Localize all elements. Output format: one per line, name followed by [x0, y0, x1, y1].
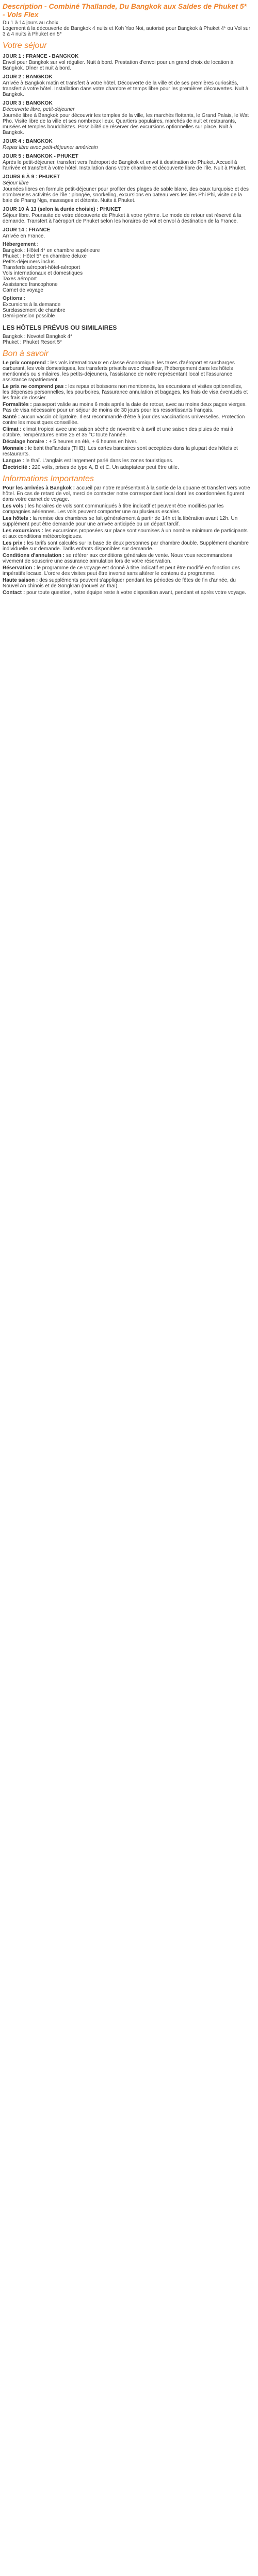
good-to-know-item-text: + 5 heures en été, + 6 heures en hiver.	[49, 439, 138, 445]
include-item: Taxes aéroport	[3, 276, 37, 282]
good-to-know-item	[3, 402, 250, 413]
good-to-know-item-text: 220 volts, prises de type A, B et C. Un adaptateur peut être utile.	[31, 465, 179, 470]
hotel-item: Bangkok : Novotel Bangkok 4*	[3, 334, 73, 340]
good-to-know-item-label: Santé :	[3, 414, 22, 420]
include-item: Carnet de voyage	[3, 287, 43, 293]
good-to-know-item	[3, 360, 250, 383]
day-title: JOUR 3 : BANGKOK	[3, 100, 53, 106]
important-item	[3, 540, 250, 552]
important-item-text: des suppléments peuvent s'appliquer pendant les périodes de fêtes de fin d'année, du Nouvel An chinois et de Songkran (nouvel an thaï).	[3, 578, 236, 589]
day-text: Journées libres en formule petit-déjeuner pour profiter des plages de sable blanc, des eaux turquoise et des nombreuses activités de l'île : plongée, snorkeling, excursions en bateau vers les îles Phi Phi, visite de la baie de Phang Nga, massages et détente. Nuits à Phuket.	[3, 187, 249, 204]
important-item-label: Contact :	[3, 590, 27, 596]
option-item: Demi-pension possible	[3, 313, 55, 319]
page	[0, 0, 253, 601]
good-to-know-heading: Bon à savoir	[3, 349, 49, 358]
day-title: JOUR 5 : BANGKOK - PHUKET	[3, 154, 78, 159]
important-item-label: Les excursions :	[3, 528, 45, 534]
good-to-know-item-text: les vols internationaux en classe économique, les taxes d'aéroport et surcharges carburant, les vols domestiques, les transferts privatifs avec chauffeur, l'hébergement dans les hôtels mentionnés ou similaires, les petits-déjeuners, l'assistance de notre représentant local et l'assurance assistance rapatriement.	[3, 360, 235, 383]
important-item	[3, 516, 250, 527]
dates-line: Logement à la découverte de Bangkok 4 nuits et Koh Yao Noi, autorisé pour Bangkok à Phuket 4* ou Vol sur 3 à 4 nuits à Phuket en 5*	[3, 26, 250, 37]
important-item-text: se référer aux conditions générales de vente. Nous vous recommandons vivement de souscrire une assurance annulation lors de votre réservation.	[3, 553, 232, 564]
good-to-know-item-label: Climat :	[3, 427, 23, 432]
day-text: Arrivée à Bangkok matin et transfert à votre hôtel. Découverte de la ville et de ses premières curiosités, transfert à votre hôtel. Installation dans votre chambre et temps libre pour les premières découvertes. Nuit à Bangkok.	[3, 80, 249, 97]
important-list	[3, 485, 250, 596]
options-list	[3, 302, 250, 319]
good-to-know-item-label: Le prix comprend :	[3, 360, 51, 366]
important-item-label: Les prix :	[3, 540, 27, 546]
hotel-item: Phuket : Phuket Resort 5*	[3, 340, 62, 345]
day-subtitle: Séjour libre	[3, 180, 29, 186]
important-item-text: le programme de ce voyage est donné à titre indicatif et peut être modifié en fonction des impératifs locaux. L'ordre des visites peut être inversé sans altérer le contenu du programme.	[3, 565, 240, 577]
day-title: JOUR 10 À 13 (selon la durée choisie) : PHUKET	[3, 207, 121, 212]
option-item: Excursions à la demande	[3, 302, 61, 308]
good-to-know-item-text: aucun vaccin obligatoire. Il est recommandé d'être à jour des vaccinations universelles. Protection contre les moustiques conseillée.	[3, 414, 245, 426]
day-title: JOUR 14 : FRANCE	[3, 227, 51, 233]
good-to-know-item-label: Électricité :	[3, 465, 32, 470]
hotels-label: Hébergement :	[3, 242, 39, 247]
important-heading: Informations Importantes	[3, 474, 94, 483]
important-item	[3, 578, 250, 589]
good-to-know-item	[3, 439, 250, 445]
day-subtitle: Repas libre avec petit-déjeuner américain	[3, 145, 98, 150]
good-to-know-item-text: les repas et boissons non mentionnés, les excursions et visites optionnelles, les dépenses personnelles, les pourboires, l'assurance annulation et bagages, les frais de visa éventuels et les frais de dossier.	[3, 384, 248, 401]
good-to-know-item	[3, 427, 250, 438]
hotels-heading: LES HÔTELS PRÉVUS OU SIMILAIRES	[3, 324, 117, 331]
important-item	[3, 503, 250, 515]
important-item	[3, 565, 250, 577]
important-item-text: la remise des chambres se fait généralement à partir de 14h et la libération avant 12h. Un supplément peut être demandé pour une arrivée anticipée ou un départ tardif.	[3, 516, 238, 527]
good-to-know-item-label: Décalage horaire :	[3, 439, 49, 445]
good-to-know-item-text: le baht thaïlandais (THB). Les cartes bancaires sont acceptées dans la plupart des hôtels et restaurants.	[3, 446, 238, 457]
good-to-know-list	[3, 360, 250, 470]
good-to-know-item-label: Monnaie :	[3, 446, 28, 451]
important-item-label: Conditions d'annulation :	[3, 553, 66, 558]
include-item: Vols internationaux et domestiques	[3, 270, 83, 276]
good-to-know-item	[3, 465, 250, 470]
day-text: Envol pour Bangkok sur vol régulier. Nuit à bord. Prestation d'envoi pour un grand choix de location à Bangkok. Dîner et nuit à bord.	[3, 60, 234, 71]
good-to-know-item	[3, 446, 250, 457]
day-title: JOUR 4 : BANGKOK	[3, 139, 53, 144]
day-subtitle: Découverte libre, petit-déjeuner	[3, 107, 75, 112]
include-item: Petits-déjeuners inclus	[3, 259, 55, 265]
important-item-text: les tarifs sont calculés sur la base de deux personnes par chambre double. Supplément chambre individuelle sur demande. Tarifs enfants disponibles sur demande.	[3, 540, 249, 552]
day-title: JOUR 1 : FRANCE - BANGKOK	[3, 54, 79, 59]
include-item: Assistance francophone	[3, 282, 58, 287]
important-item-text: les excursions proposées sur place sont soumises à un nombre minimum de participants et aux conditions météorologiques.	[3, 528, 248, 539]
includes-list	[3, 248, 250, 293]
important-item	[3, 528, 250, 539]
important-item-label: Les hôtels :	[3, 516, 33, 521]
good-to-know-item-label: Langue :	[3, 458, 26, 464]
program-heading: Votre séjour	[3, 41, 47, 50]
good-to-know-item	[3, 384, 250, 401]
important-item-label: Pour les arrivées à Bangkok :	[3, 485, 76, 491]
day-text: Séjour libre. Poursuite de votre découverte de Phuket à votre rythme. Le mode de retour est réservé à la demande. Transfert à l'aéroport de Phuket selon les horaires de vol et envol à destination de la France.	[3, 213, 241, 224]
important-item-text: pour toute question, notre équipe reste à votre disposition avant, pendant et après votre voyage.	[26, 590, 246, 596]
good-to-know-item-label: Formalités :	[3, 402, 34, 408]
include-item: Transferts aéroport-hôtel-aéroport	[3, 265, 80, 270]
good-to-know-item-label: Le prix ne comprend pas :	[3, 384, 69, 389]
hotels-list	[3, 334, 250, 345]
day-text: Journée libre à Bangkok pour découvrir les temples de la ville, les marchés flottants, le Grand Palais, le Wat Pho. Visite libre de la ville et ses nombreux lieux. Quartiers populaires, marchés de nuit et restaurants, musées et temples bouddhistes. Possibilité de réserver des excursions optionnelles sur place. Nuit à Bangkok.	[3, 113, 249, 135]
program-days	[3, 54, 250, 239]
important-item	[3, 553, 250, 564]
option-item: Surclassement de chambre	[3, 308, 66, 313]
dates-block	[3, 20, 250, 37]
day-title: JOUR 2 : BANGKOK	[3, 74, 53, 80]
good-to-know-item	[3, 414, 250, 426]
important-item-text: les horaires de vols sont communiqués à titre indicatif et peuvent être modifiés par les compagnies aériennes. Les vols peuvent comporter une ou plusieurs escales.	[3, 503, 224, 515]
good-to-know-item-text: passeport valide au moins 6 mois après la date de retour, avec au moins deux pages vierges. Pas de visa nécessaire pour un séjour de moins de 30 jours pour les ressortissants français.	[3, 402, 247, 413]
good-to-know-item	[3, 458, 250, 464]
dates-line: Du 1 à 14 jours au choix	[3, 20, 58, 26]
important-item-label: Les vols :	[3, 503, 28, 509]
day-text: Après le petit-déjeuner, transfert vers l'aéroport de Bangkok et envol à destination de Phuket. Accueil à l'arrivée et transfert à votre hôtel. Installation dans votre chambre et découverte libre de l'île. Nuit à Phuket.	[3, 160, 247, 171]
important-item-text: accueil par notre représentant à la sortie de la douane et transfert vers votre hôtel. En cas de retard de vol, merci de contacter notre correspondant local dont les coordonnées figurent dans votre carnet de voyage.	[3, 485, 250, 502]
important-item	[3, 485, 250, 502]
good-to-know-item-text: climat tropical avec une saison sèche de novembre à avril et une saison des pluies de mai à octobre. Températures entre 25 et 35 °C toute l'année.	[3, 427, 233, 438]
include-item: Phuket : Hôtel 5* en chambre deluxe	[3, 253, 87, 259]
day-title: JOURS 6 À 9 : PHUKET	[3, 174, 60, 180]
important-item	[3, 590, 250, 596]
options-label: Options :	[3, 296, 25, 301]
include-item: Bangkok : Hôtel 4* en chambre supérieure	[3, 248, 100, 253]
important-item-label: Haute saison :	[3, 578, 40, 583]
important-item-label: Réservation :	[3, 565, 37, 571]
page-title: Description - Combiné Thaïlande, Du Bangkok aux Saldes de Phuket 5* - Vols Flex	[3, 2, 247, 19]
good-to-know-item-text: le thaï. L'anglais est largement parlé dans les zones touristiques.	[25, 458, 173, 464]
day-text: Arrivée en France.	[3, 233, 45, 239]
